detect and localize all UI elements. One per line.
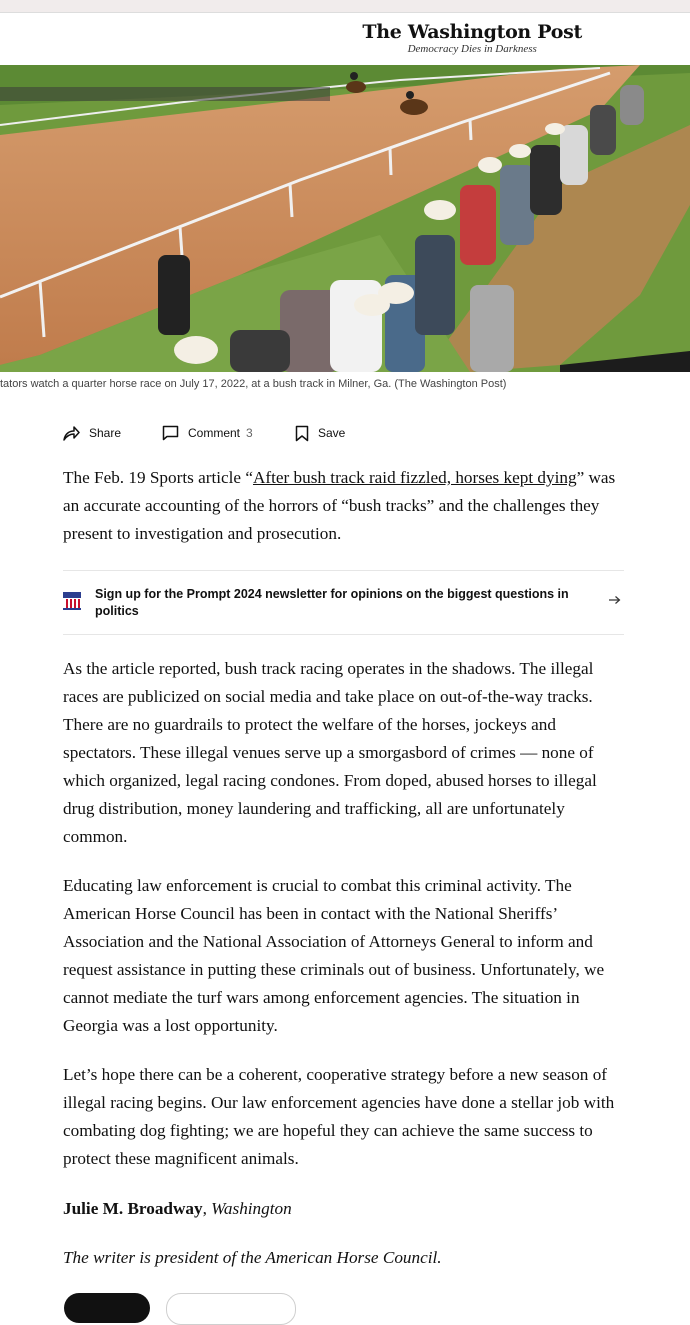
intro-text-start: The Feb. 19 Sports article “ — [63, 468, 253, 487]
lead-photo — [0, 65, 690, 372]
comment-count: 3 — [246, 426, 253, 440]
save-button[interactable] — [295, 420, 345, 446]
author-separator: , — [202, 1199, 212, 1218]
article-paragraph-3 — [63, 872, 625, 1040]
related-article-link[interactable]: After bush track raid fizzled, horses kept dying — [252, 468, 577, 487]
bottom-primary-button[interactable] — [64, 1293, 150, 1323]
share-icon — [63, 425, 80, 441]
bottom-secondary-button[interactable] — [166, 1293, 296, 1325]
bookmark-icon — [295, 425, 309, 442]
newsletter-flag-icon — [63, 592, 81, 610]
arrow-right-icon — [609, 595, 621, 605]
share-label: Share — [89, 426, 122, 440]
photo-caption: tators watch a quarter horse race on July 17, 2022, at a bush track in Milner, Ga. (The Washington Post) — [0, 378, 507, 390]
browser-top-band — [0, 0, 690, 13]
share-button[interactable] — [63, 420, 121, 446]
article-paragraph-1 — [63, 464, 625, 548]
paragraph-3-text: Educating law enforcement is crucial to combat this criminal activity. The American Horse Council has been in contact with the National Sheriffs’ Association and the National Association of Attorneys General to inform and request assistance in putting these criminals out of business. Unfortunately, we cannot mediate the turf wars among enforcement agencies. The situation in Georgia was a lost opportunity. — [63, 876, 605, 1035]
article-paragraph-2 — [63, 655, 625, 851]
logo-tagline: Democracy Dies in Darkness — [407, 43, 537, 55]
newsletter-promo[interactable] — [63, 570, 624, 635]
comment-label: Comment — [188, 426, 241, 440]
author-note: The writer is president of the American Horse Council. — [63, 1248, 442, 1267]
wapo-logo[interactable] — [362, 21, 582, 55]
logo-title: The Washington Post — [362, 21, 582, 43]
author-name: Julie M. Broadway — [63, 1199, 203, 1218]
author-signature — [63, 1195, 292, 1223]
paragraph-4-text: Let’s hope there can be a coherent, cooperative strategy before a new season of illegal racing begins. Our law enforcement agencies have done a stellar job with combating dog fighting; we are hopeful they can achieve the same success to protect these magnificent animals. — [63, 1065, 615, 1168]
comment-button[interactable] — [162, 420, 253, 446]
newsletter-promo-text: Sign up for the Prompt 2024 newsletter for opinions on the biggest questions in politics — [95, 587, 569, 618]
save-label: Save — [318, 426, 346, 440]
masthead — [0, 13, 690, 66]
comment-icon — [162, 425, 179, 441]
author-location: Washington — [211, 1199, 292, 1218]
race-track-illustration — [0, 65, 690, 372]
intro-text-end: ” was an accurate accounting of the horrors of “bush tracks” and the challenges they present to investigation and prosecution. — [63, 468, 616, 543]
article-paragraph-4 — [63, 1061, 625, 1173]
paragraph-2-text: As the article reported, bush track racing operates in the shadows. The illegal races are publicized on social media and take place on out-of-the-way tracks. There are no guardrails to protect the welfare of the horses, jockeys and spectators. These illegal venues serve up a smorgasbord of crimes — none of which organized, legal racing condones. From doped, abused horses to illegal drug distribution, money laundering and trafficking, all are unfortunately common. — [63, 659, 597, 846]
